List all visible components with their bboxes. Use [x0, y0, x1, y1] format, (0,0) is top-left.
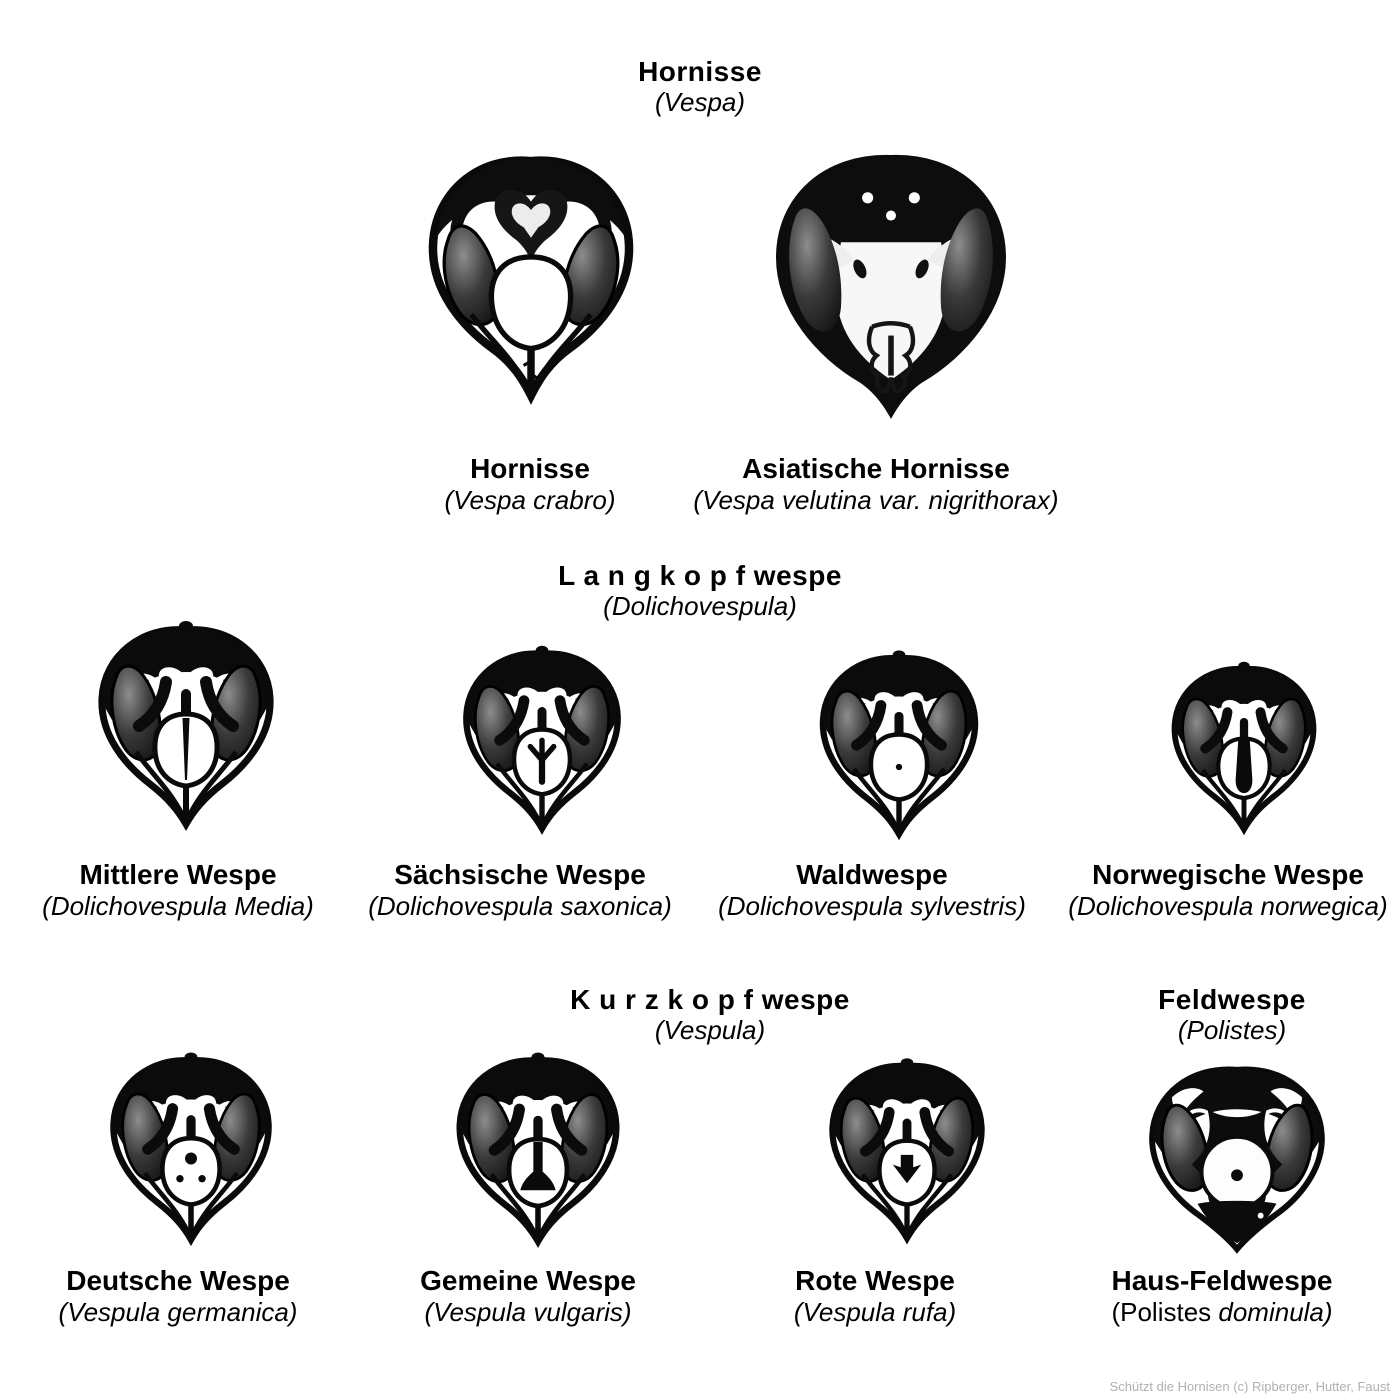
caption-waldwespe: [702, 858, 1042, 921]
vespa-velutina-head-image: [752, 140, 1030, 440]
species-latin-name: (Dolichovespula Media): [42, 891, 314, 921]
caption-deutsche-wespe: [8, 1264, 348, 1327]
species-name: Asiatische Hornisse: [742, 453, 1010, 484]
group-header-feldwespe: [1062, 984, 1400, 1045]
waldwespe-head-image: [792, 644, 1006, 852]
group-title: L a n g k o p f wespe: [558, 560, 842, 591]
species-latin-name: (Dolichovespula sylvestris): [718, 891, 1026, 921]
group-title: Feldwespe: [1158, 984, 1306, 1015]
norwegische-wespe-head-image: [1140, 656, 1348, 846]
deutsche-wespe-head-image: [82, 1046, 300, 1258]
group-title: Hornisse: [638, 56, 762, 87]
species-name: Mittlere Wespe: [79, 859, 277, 890]
species-name: Sächsische Wespe: [394, 859, 646, 890]
group-title: K u r z k o p f wespe: [570, 984, 850, 1015]
mittlere-wespe-head-image: [76, 612, 296, 846]
caption-mittlere-wespe: [8, 858, 348, 921]
species-name: Gemeine Wespe: [420, 1265, 636, 1296]
copyright-watermark: Schützt die Hornisen (c) Ripberger, Hutter, Faust: [1109, 1379, 1390, 1394]
species-name: Deutsche Wespe: [66, 1265, 290, 1296]
rote-wespe-head-image: [800, 1052, 1014, 1256]
caption-hornisse: [360, 452, 700, 515]
caption-rote-wespe: [705, 1264, 1045, 1327]
vespa-crabro-head-image: [402, 142, 660, 440]
gemeine-wespe-head-image: [428, 1046, 648, 1260]
species-latin-name: (Vespula rufa): [793, 1297, 957, 1327]
caption-asiatische-hornisse: [676, 452, 1076, 515]
caption-norwegische-wespe: [1058, 858, 1398, 921]
species-name: Haus-Feldwespe: [1111, 1265, 1333, 1296]
group-genus: (Dolichovespula): [603, 591, 797, 621]
saechsische-wespe-head-image: [443, 636, 641, 850]
species-latin-name: (Vespula vulgaris): [424, 1297, 632, 1327]
species-latin-name: (Vespa velutina var. nigrithorax): [693, 485, 1059, 515]
group-genus: (Vespula): [654, 1015, 766, 1045]
species-latin-name: (Vespula germanica): [58, 1297, 298, 1327]
species-name: Hornisse: [470, 453, 590, 484]
caption-haus-feldwespe: [1052, 1264, 1392, 1327]
species-name: Norwegische Wespe: [1092, 859, 1364, 890]
group-genus: (Vespa): [654, 87, 746, 117]
species-name: Rote Wespe: [795, 1265, 955, 1296]
species-latin-name: (Dolichovespula norwegica): [1068, 891, 1388, 921]
caption-gemeine-wespe: [358, 1264, 698, 1327]
group-header-hornisse: [0, 56, 1400, 117]
haus-feldwespe-head-image: [1128, 1056, 1346, 1258]
species-latin-name: (Polistes dominula): [1111, 1297, 1333, 1327]
species-latin-name: (Vespa crabro): [444, 485, 616, 515]
group-genus: (Polistes): [1177, 1015, 1287, 1045]
species-name: Waldwespe: [796, 859, 948, 890]
caption-saechsische-wespe: [350, 858, 690, 921]
species-latin-name: (Dolichovespula saxonica): [368, 891, 672, 921]
